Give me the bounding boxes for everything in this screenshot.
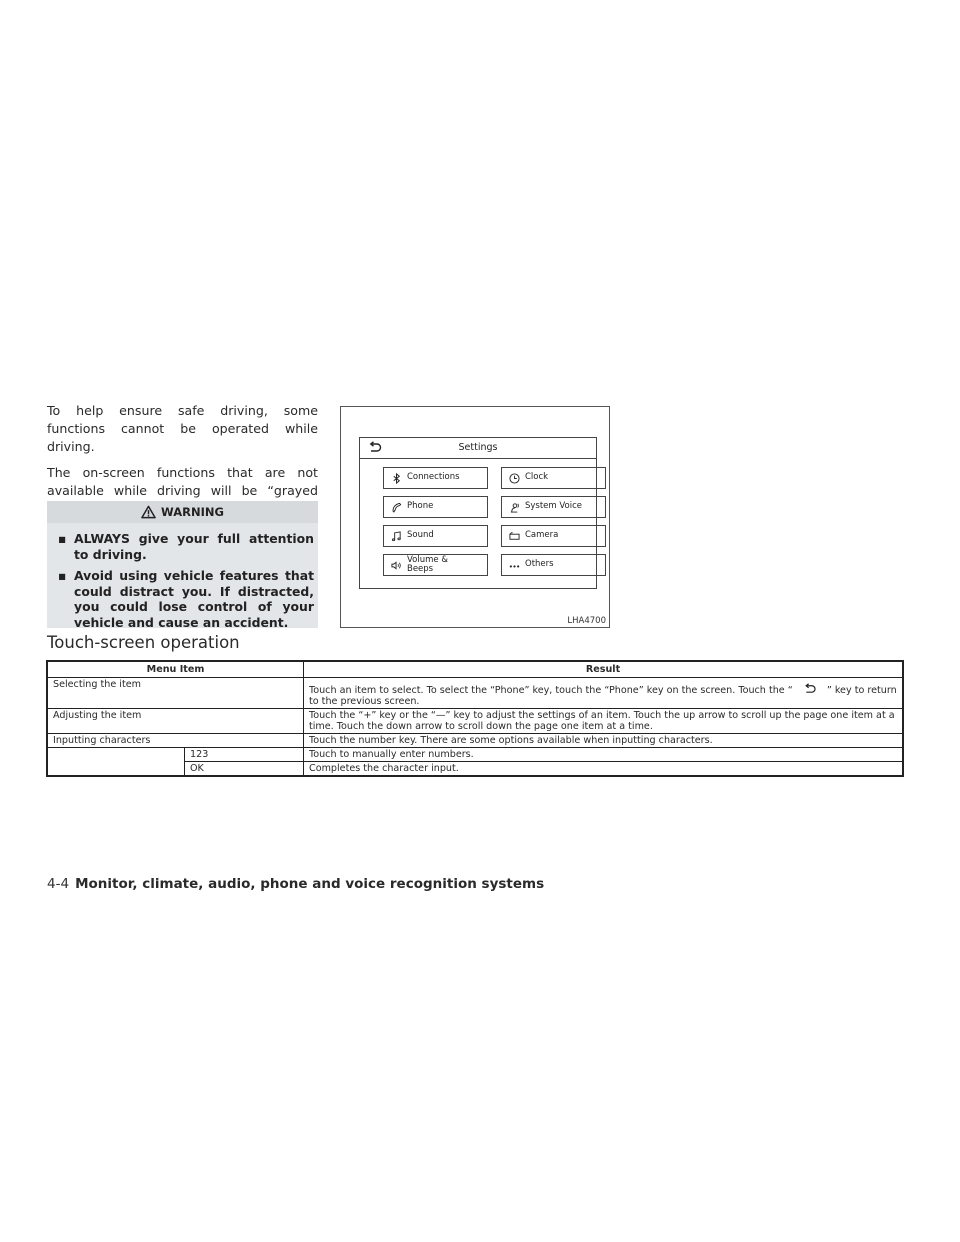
phone-icon xyxy=(391,502,402,513)
figure-caption: LHA4700 xyxy=(567,616,606,626)
clock-icon xyxy=(509,473,520,484)
camera-icon xyxy=(509,531,520,542)
warning-item: ▪ ALWAYS give your full attention to driving. xyxy=(58,531,314,562)
tile-camera[interactable] xyxy=(501,525,606,547)
back-arrow-icon xyxy=(802,683,818,694)
table-row xyxy=(47,748,903,762)
tile-label: Connections xyxy=(407,472,460,483)
intro-paragraph-2: The on-screen functions that are not available while driving will be “grayed xyxy=(47,465,318,498)
tile-label: Clock xyxy=(525,472,549,483)
table-cell-result: Touch the number key. There are some options available when inputting characters. xyxy=(304,734,904,748)
table-row xyxy=(47,709,903,734)
tile-label: Camera xyxy=(525,530,559,541)
music-note-icon xyxy=(391,531,402,542)
operations-table xyxy=(46,660,904,777)
tile-connections[interactable] xyxy=(383,467,488,489)
bluetooth-icon xyxy=(391,473,402,484)
table-cell-result: Completes the character input. xyxy=(304,762,904,777)
tile-label: Phone xyxy=(407,501,434,512)
page-number: 4-4 xyxy=(47,876,70,892)
tile-sound[interactable] xyxy=(383,525,488,547)
table-row xyxy=(47,678,903,709)
warning-list xyxy=(47,523,318,630)
table-header-row xyxy=(47,661,903,678)
warning-box xyxy=(47,501,318,628)
intro-paragraph-1: To help ensure safe driving, some functions cannot be operated while driving. xyxy=(47,403,318,454)
table-row xyxy=(47,734,903,748)
header-result: Result xyxy=(304,661,904,678)
table-cell-item: Selecting the item xyxy=(47,678,304,709)
speaker-icon xyxy=(391,560,402,571)
tile-others[interactable] xyxy=(501,554,606,576)
warning-title: WARNING xyxy=(161,505,224,519)
table-cell-empty xyxy=(47,748,185,777)
bullet-icon: ▪ xyxy=(58,568,67,583)
table-cell-subitem: OK xyxy=(185,762,304,777)
tile-volume-beeps[interactable] xyxy=(383,554,488,576)
tile-system-voice[interactable] xyxy=(501,496,606,518)
tile-label: Volume & Beeps xyxy=(407,554,448,574)
screen-header xyxy=(360,438,596,459)
page-footer xyxy=(47,876,544,892)
table-cell-item: Adjusting the item xyxy=(47,709,304,734)
warning-triangle-icon xyxy=(141,505,156,519)
table-cell-result: Touch to manually enter numbers. xyxy=(304,748,904,762)
screen-title: Settings xyxy=(458,442,498,453)
table-cell-result: Touch an item to select. To select the “Phone” key, touch the “Phone” key on the screen. Touch the “ ” key to return to the previous screen. xyxy=(304,678,904,709)
bullet-icon: ▪ xyxy=(58,531,67,546)
tile-label: System Voice xyxy=(525,501,583,512)
tile-clock[interactable] xyxy=(501,467,606,489)
tile-phone[interactable] xyxy=(383,496,488,518)
section-title: Touch-screen operation xyxy=(47,633,240,652)
warning-item: ▪ Avoid using vehicle features that could distract you. If distracted, you could lose control of your vehicle and cause an accident. xyxy=(58,568,314,630)
tile-label: Others xyxy=(525,559,554,570)
settings-screen xyxy=(359,437,597,589)
chapter-title: Monitor, climate, audio, phone and voice recognition systems xyxy=(75,876,545,892)
table-cell-result: Touch the “+” key or the “—” key to adjust the settings of an item. Touch the up arrow to scroll up the page one item at a time. Touch the down arrow to scroll down the page one item at a time. xyxy=(304,709,904,734)
warning-header xyxy=(47,501,318,523)
table-cell-item: Inputting characters xyxy=(47,734,304,748)
more-icon xyxy=(509,560,520,571)
settings-screen-figure xyxy=(340,406,610,628)
tile-label: Sound xyxy=(407,530,434,541)
voice-icon xyxy=(509,502,520,513)
header-menu-item: Menu Item xyxy=(47,661,304,678)
table-cell-subitem: 123 xyxy=(185,748,304,762)
